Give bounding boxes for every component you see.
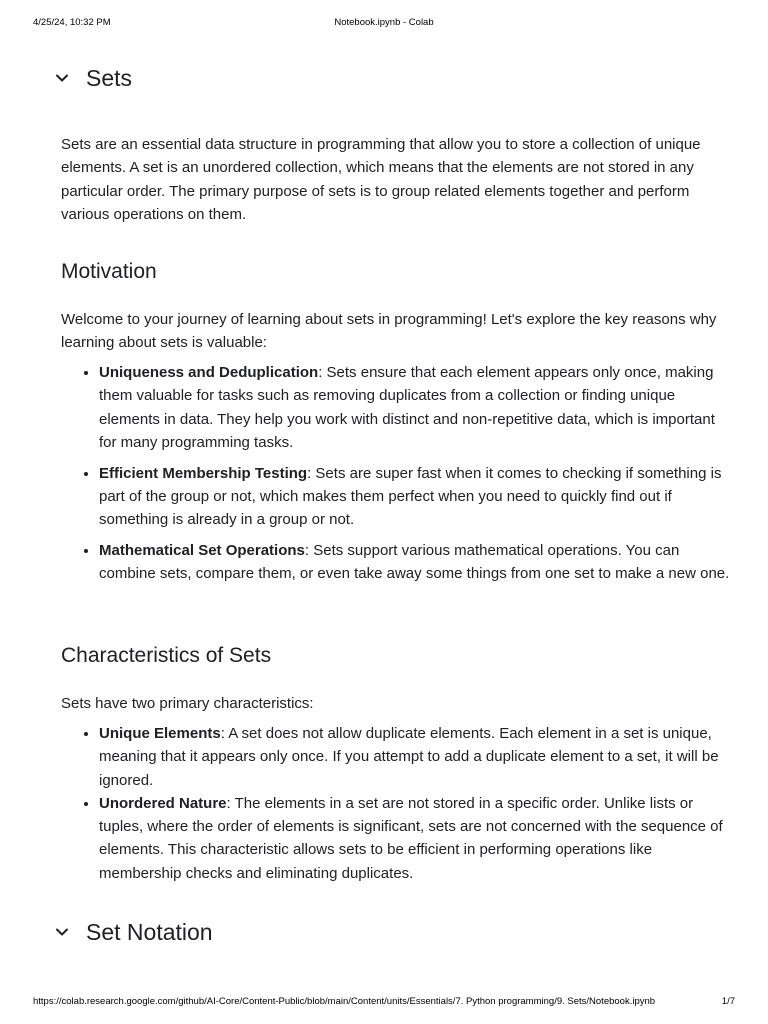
list-item-term: Efficient Membership Testing: [99, 464, 308, 482]
characteristics-intro-paragraph: Sets have two primary characteristics:: [61, 695, 314, 712]
print-page-number: 1/7: [721, 996, 735, 1007]
list-item-term: Mathematical Set Operations: [99, 542, 305, 560]
list-item: [99, 462, 731, 532]
list-item-text: : A set does not allow duplicate elements. Each element in a set is unique, meaning that it appears only once. If you attempt to add a duplicate element to a set, it will be ignored.: [99, 725, 719, 789]
chevron-down-icon[interactable]: [52, 922, 72, 942]
list-item-text: : Sets support various mathematical operations. You can combine sets, compare them, or even take away some things from one set to make a new one.: [99, 542, 730, 583]
chevron-down-icon[interactable]: [52, 68, 72, 88]
print-url: https://colab.research.google.com/github/AI-Core/Content-Public/blob/main/Content/units/Essentials/7. Python programming/9. Sets/Notebook.ipynb: [33, 996, 656, 1007]
section-title-sets: Sets: [86, 64, 133, 91]
list-item-text: : The elements in a set are not stored in a specific order. Unlike lists or tuples, where the order of elements is significant, sets are not concerned with the sequence of elements. This characteristic allows sets to be efficient in performing operations like membership checks and eliminating duplicates.: [99, 794, 723, 882]
heading-characteristics: Characteristics of Sets: [61, 644, 272, 667]
list-item: [99, 722, 731, 792]
motivation-intro-paragraph: Welcome to your journey of learning about sets in programming! Let's explore the key reasons why learning about sets is valuable:: [61, 311, 717, 352]
list-item: [99, 539, 731, 586]
heading-motivation: Motivation: [61, 260, 157, 283]
list-item-text: : Sets ensure that each element appears only once, making them valuable for tasks such as removing duplicates from a collection or finding unique elements in data. They help you work with distinct and non-repetitive data, which is important for many programming tasks.: [99, 364, 715, 451]
print-title: Notebook.ipynb - Colab: [334, 17, 434, 28]
section-header-set-notation[interactable]: [52, 917, 213, 947]
characteristics-list: [61, 722, 731, 885]
print-footer: [33, 996, 735, 1008]
section-title-set-notation: Set Notation: [86, 918, 213, 945]
list-item: [99, 792, 731, 885]
list-item-term: Unordered Nature: [99, 794, 227, 812]
print-datetime: 4/25/24, 10:32 PM: [33, 17, 111, 28]
list-item: [99, 361, 731, 454]
section-header-sets[interactable]: [52, 63, 132, 93]
print-header: [33, 17, 735, 29]
motivation-list: [61, 361, 731, 593]
list-item-term: Unique Elements: [99, 725, 221, 742]
list-item-text: : Sets are super fast when it comes to checking if something is part of the group or not, which makes them perfect when you need to quickly find out if something is already in a group or not.: [99, 464, 722, 529]
list-item-term: Uniqueness and Deduplication: [99, 364, 319, 381]
sets-intro-paragraph: Sets are an essential data structure in programming that allow you to store a collection of unique elements. A set is an unordered collection, which means that the elements are not stored in any particular order. The primary purpose of sets is to group related elements together and perform various operations on them.: [61, 136, 701, 223]
